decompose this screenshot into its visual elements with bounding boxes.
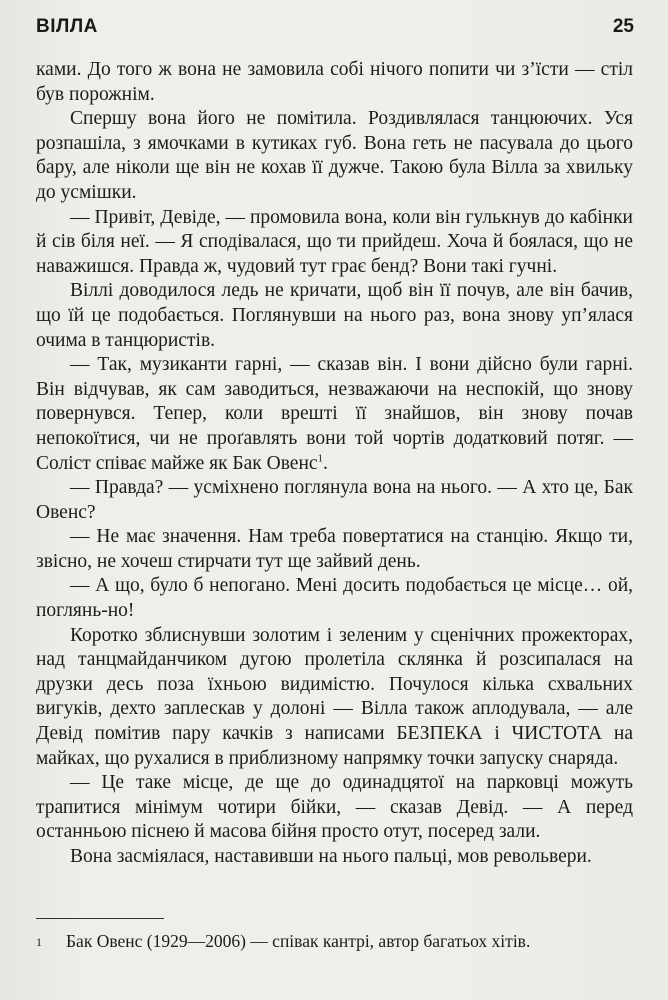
footnote-text: Бак Овенс (1929—2006) — співак кантрі, автор багатьох хітів.	[66, 931, 531, 951]
running-header-title: ВІЛЛА	[36, 16, 98, 37]
paragraph: — Не має значення. Нам треба повертатися на станцію. Якщо ти, звісно, не хочеш стирчати тут ще зайвий день.	[36, 526, 633, 572]
page-number: 25	[612, 16, 634, 37]
body-text	[36, 58, 633, 870]
paragraph-text: — Так, музиканти гарні, — сказав він. І вони дійсно були гарні. Він відчував, як сам заводиться, незважаючи на неспокій, що знову повернувся. Тепер, коли врешті її знайшов, він знову почав непокоїтися, чи не проґавлять вони той чортів додатковий потяг. — Соліст співає майже як Бак Овенс	[36, 354, 633, 474]
paragraph	[36, 353, 633, 476]
footnote-mark: 1	[36, 935, 42, 949]
paragraph: — А що, було б непогано. Мені досить подобається це місце… ой, поглянь-но!	[36, 575, 633, 622]
paragraph-text-end: .	[323, 452, 328, 474]
footnote-divider	[36, 918, 164, 919]
paragraph: Віллі доводилося ледь не кричати, щоб він її почув, але він бачив, що їй це подобається. Поглянувши на нього раз, вона знову уп’ялася очима в танцюристів.	[36, 280, 633, 351]
paragraph: Коротко зблиснувши золотим і зеленим у сценічних прожекторах, над танцмайданчиком дугою пролетіла склянка й розсипалася на друзки десь поза їхньою видимістю. Почулося кілька схвальних вигуків, дехто заплескав у долоні — Вілла також аплодувала, — але Девід помітив пару качків з написами БЕЗПЕКА і ЧИСТОТА на майках, що рухалися в приблизному напрямку точки запуску снаряда.	[36, 624, 633, 769]
paragraph: — Це таке місце, де ще до одинадцятої на парковці можуть трапитися мінімум чотири бійки, — сказав Девід. — А перед останньою піснею й масова бійня просто отут, посеред зали.	[36, 772, 633, 843]
footnote	[36, 930, 633, 952]
paragraph: Вона засміялася, наставивши на нього пальці, мов револьвери.	[70, 846, 592, 867]
footnote-reference: 1	[317, 452, 324, 464]
paragraph: — Правда? — усміхнено поглянула вона на нього. — А хто це, Бак Овенс?	[36, 477, 633, 523]
paragraph: ками. До того ж вона не замовила собі нічого попити чи з’їсти — стіл був порожнім.	[36, 59, 633, 105]
paragraph: — Привіт, Девіде, — промовила вона, коли він гулькнув до кабінки й сів біля неї. — Я сподівалася, що ти прийдеш. Хоча й боялася, що не наважишся. Правда ж, чудовий тут грає бенд? Вони такі гучні.	[36, 206, 633, 277]
paragraph: Спершу вона його не помітила. Роздивлялася танцюючих. Уся розпашіла, з ямочками в кутиках губ. Вона геть не пасувала до цього бару, але ніколи ще він не кохав її дужче. Такою була Вілла за хвильку до усмішки.	[36, 108, 633, 203]
